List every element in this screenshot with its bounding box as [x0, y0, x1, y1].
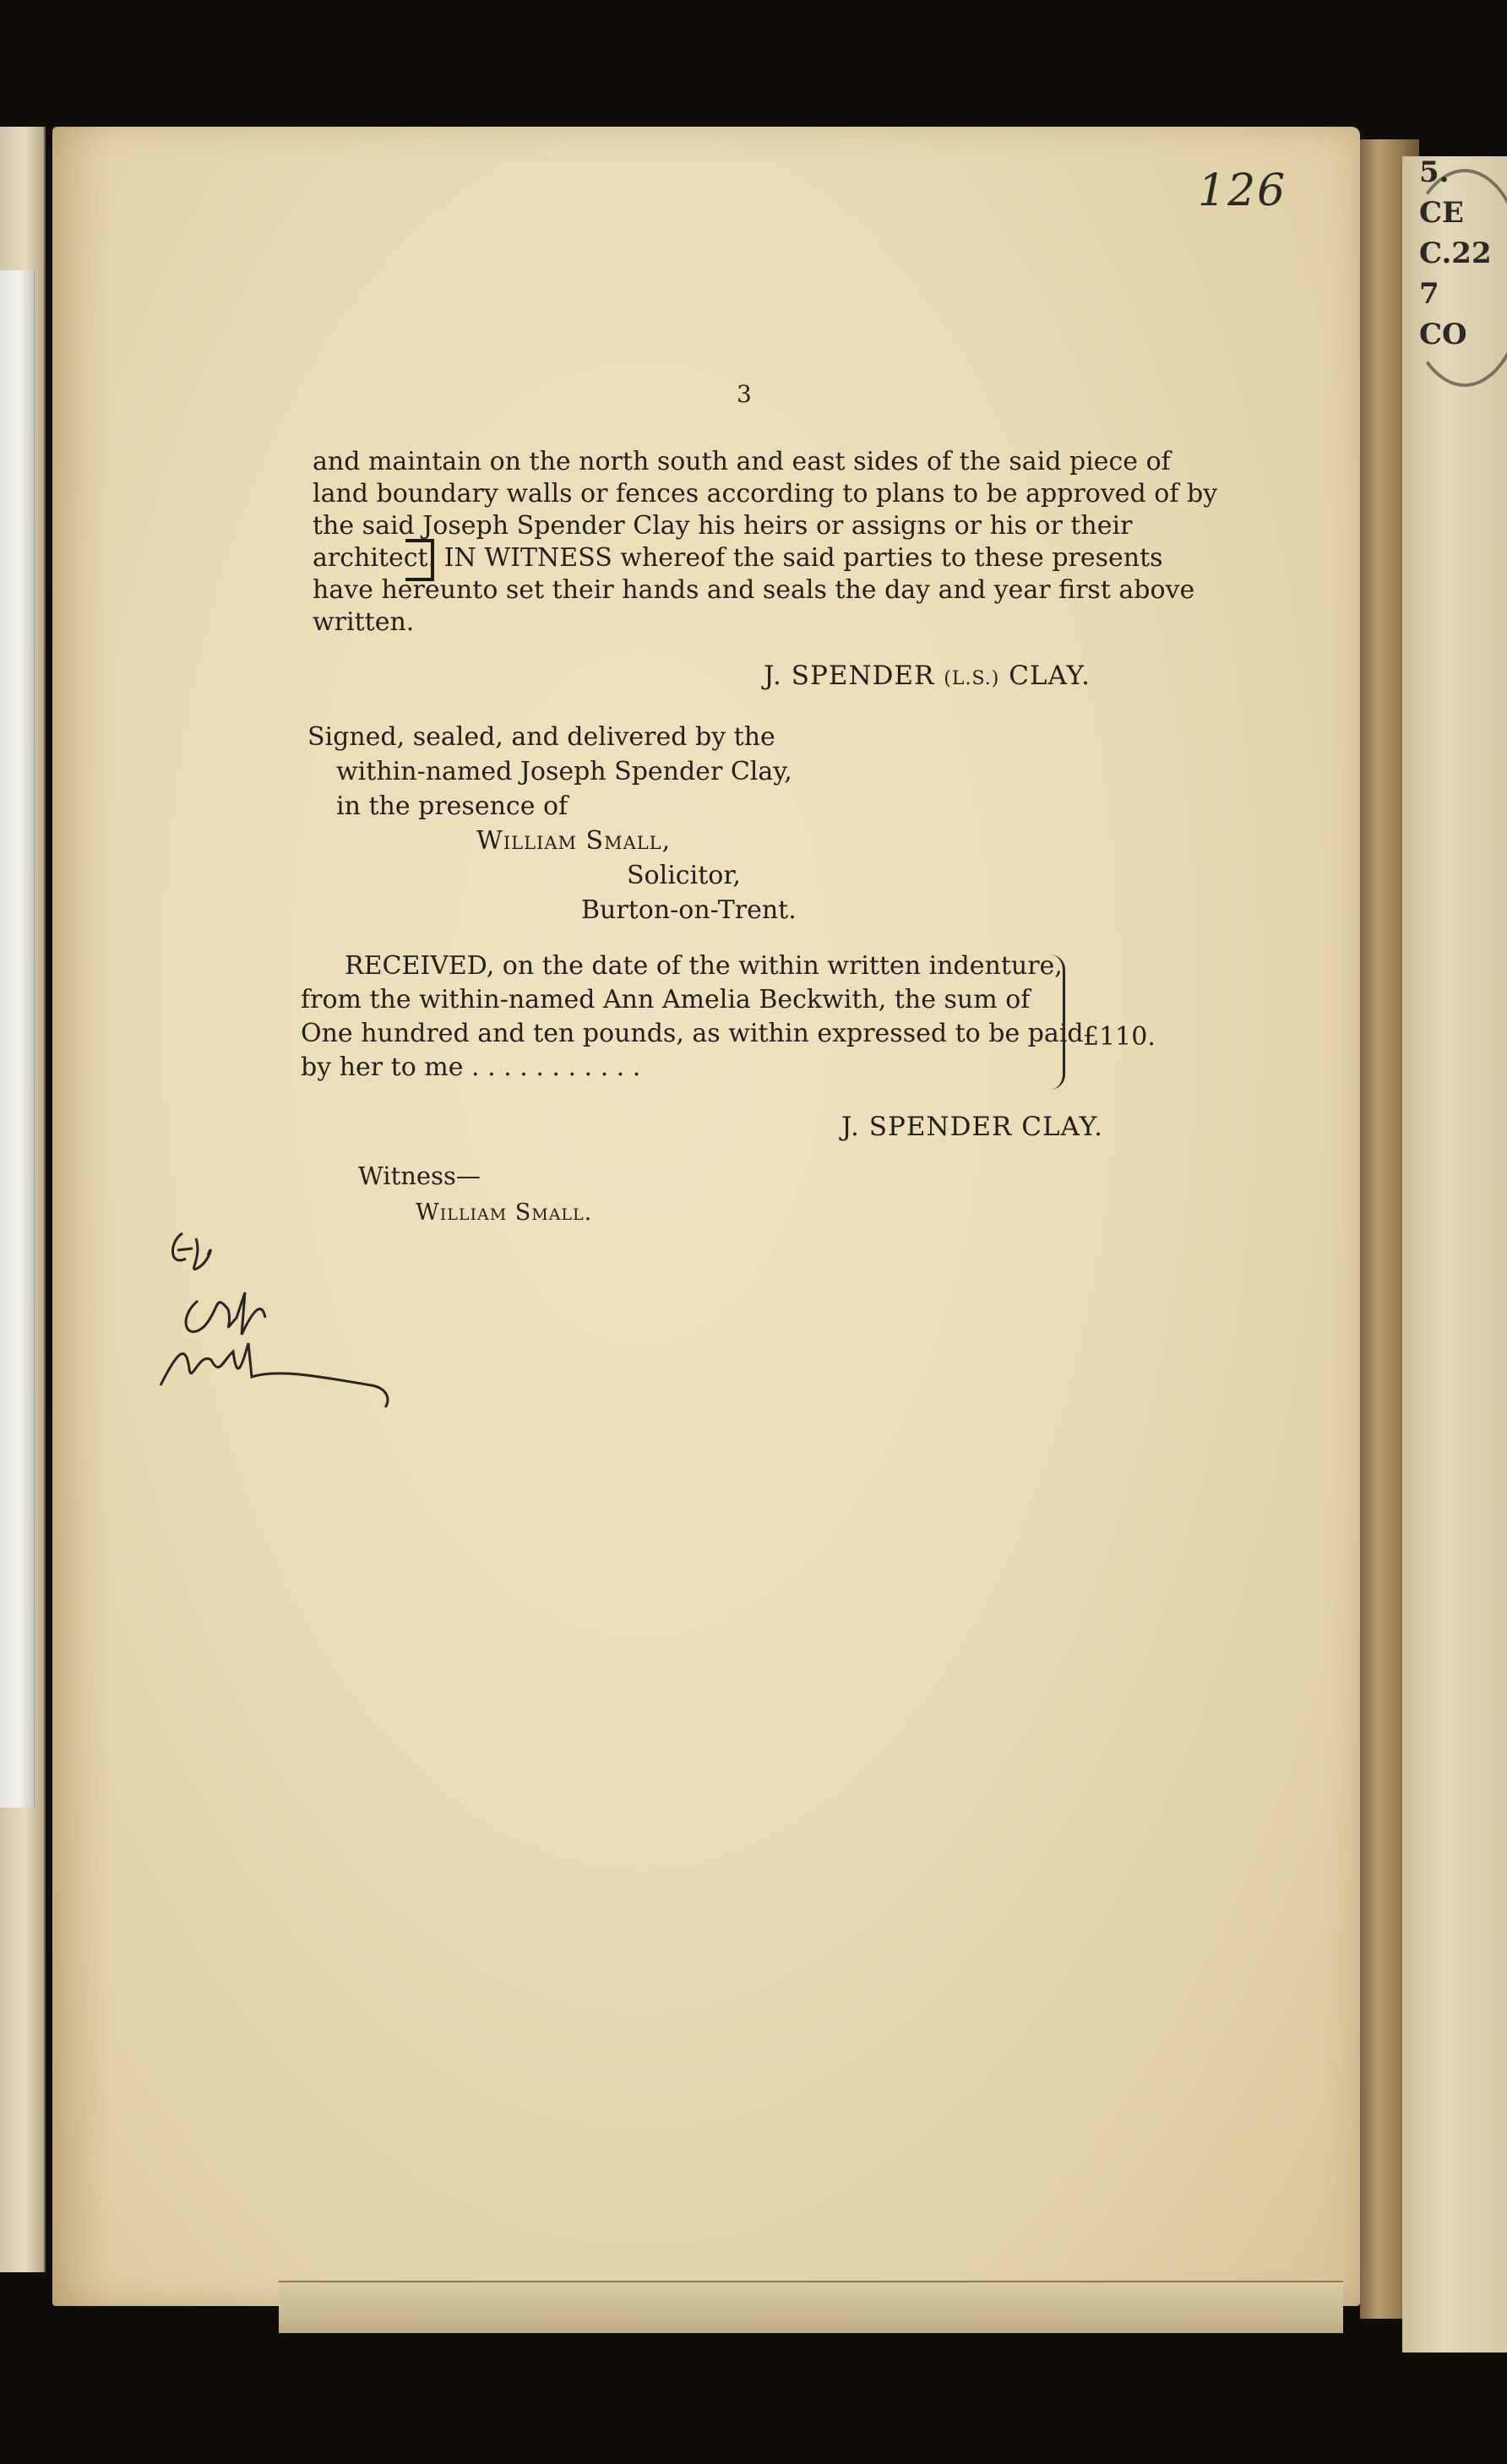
body-line: the said Joseph Spender Clay his heirs or assigns or his or their	[313, 511, 1133, 541]
signature-first: J. SPENDER	[764, 661, 935, 691]
attestation-line: in the presence of	[336, 791, 569, 821]
body-line: land boundary walls or fences according to plans to be approved of by	[313, 479, 1218, 509]
attesting-witness-name: William Small,	[476, 826, 672, 856]
grantor-signature	[764, 661, 1091, 691]
handwritten-bracket-mark	[405, 539, 434, 581]
postmark-ring	[1402, 169, 1507, 387]
sheet-bottom-edge	[279, 2281, 1343, 2333]
receipt-brace	[1047, 955, 1065, 1090]
body-line: written.	[313, 607, 415, 637]
attestation-line: within-named Joseph Spender Clay,	[336, 757, 792, 786]
postmark-line: 5.	[1419, 155, 1450, 189]
adjacent-right-sheet	[1402, 156, 1507, 2352]
receipt-amount: £110.	[1083, 1022, 1156, 1052]
postmark-stamp	[1412, 152, 1507, 397]
receipt-line: from the within-named Ann Amelia Beckwith, the sum of	[301, 985, 1031, 1014]
attesting-witness-place: Burton-on-Trent.	[581, 895, 797, 925]
postmark-line: C.22	[1419, 237, 1492, 270]
signature-last: CLAY.	[1009, 661, 1091, 691]
attestation-block	[307, 720, 899, 927]
body-line: have hereunto set their hands and seals the day and year first above	[313, 575, 1195, 605]
body-paragraph	[313, 446, 1218, 639]
witness-name: William Small.	[416, 1199, 593, 1226]
sheet-binding-shadow	[52, 127, 112, 2306]
body-line: architect. IN WITNESS whereof the said parties to these presents	[313, 543, 1163, 573]
receipt-line: One hundred and ten pounds, as within expressed to be paid	[301, 1019, 1084, 1048]
postmark-line: CE	[1419, 196, 1464, 230]
attesting-witness-title: Solicitor,	[627, 861, 741, 890]
seal-mark: (L.S.)	[944, 668, 1000, 689]
handwritten-initials	[152, 1208, 405, 1411]
page-number: 3	[737, 380, 752, 408]
adjacent-left-page-insert	[0, 270, 35, 1808]
receipt-clause	[301, 949, 1084, 1085]
receipt-signature: J. SPENDER CLAY.	[841, 1112, 1104, 1142]
postmark-line: 7	[1419, 277, 1439, 311]
handwritten-reference-number: 126	[1198, 166, 1287, 216]
body-line: and maintain on the north south and east sides of the said piece of	[313, 447, 1171, 476]
receipt-line: by her to me . . . . . . . . . . .	[301, 1053, 641, 1082]
witness-label: Witness—	[358, 1161, 481, 1190]
attestation-line: Signed, sealed, and delivered by the	[307, 722, 775, 752]
postmark-line: CO	[1419, 318, 1467, 351]
receipt-line: RECEIVED, on the date of the within written indenture,	[345, 951, 1063, 981]
